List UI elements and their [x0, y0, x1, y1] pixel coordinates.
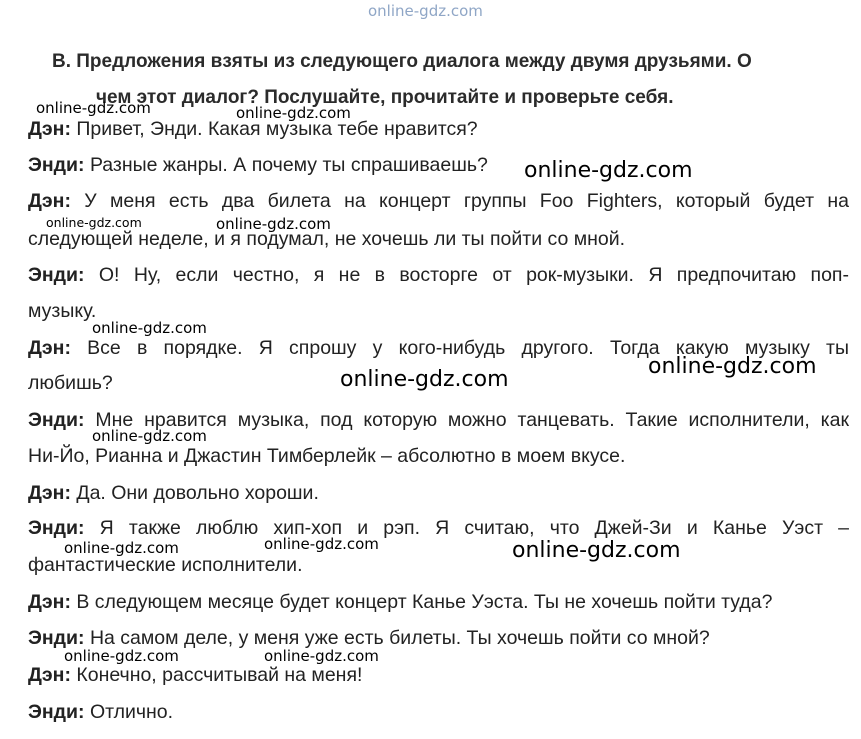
line-text: музыку.	[28, 300, 97, 322]
dialogue-line	[28, 190, 849, 212]
speaker-label: Дэн:	[28, 482, 71, 504]
speaker-label: Энди:	[28, 627, 85, 649]
line-text: Отлично.	[89, 701, 174, 723]
heading-line-2: чем этот диалог? Послушайте, прочитайте и проверьте себя.	[96, 87, 674, 108]
speaker-label: Дэн:	[28, 591, 71, 613]
dialogue-line	[28, 264, 849, 286]
watermark: online-gdz.com	[340, 367, 509, 392]
dialogue-line	[28, 118, 849, 140]
line-text: На самом деле, у меня уже есть билеты. Ты хочешь пойти со мной?	[89, 627, 710, 649]
dialogue-line-continuation	[28, 228, 849, 250]
line-text: Да. Они довольно хороши.	[76, 482, 319, 504]
watermark: online-gdz.com	[92, 427, 207, 445]
line-text: В следующем месяце будет концерт Канье Уэста. Ты не хочешь пойти туда?	[76, 591, 773, 613]
dialogue-line	[28, 482, 849, 504]
line-text: Мне нравится музыка, под которую можно танцевать. Такие исполнители, как	[95, 409, 849, 431]
watermark: online-gdz.com	[264, 647, 379, 665]
line-text: фантастические исполнители.	[28, 554, 303, 576]
speaker-label: Энди:	[28, 264, 85, 286]
watermark: online-gdz.com	[92, 319, 207, 337]
dialogue-line-continuation	[28, 554, 849, 576]
dialogue-line	[28, 154, 849, 176]
speaker-label: Энди:	[28, 517, 85, 539]
dialogue-line	[28, 517, 849, 539]
watermark: online-gdz.com	[64, 539, 179, 557]
line-text: Я также люблю хип-хоп и рэп. Я считаю, что Джей-Зи и Канье Уэст –	[99, 517, 849, 539]
speaker-label: Дэн:	[28, 118, 71, 140]
line-text: следующей неделе, и я подумал, не хочешь ли ты пойти со мной.	[28, 228, 626, 250]
watermark: online-gdz.com	[64, 647, 179, 665]
watermark: online-gdz.com	[36, 99, 151, 117]
heading-line-1: B. Предложения взяты из следующего диалога между двумя друзьями. О	[52, 51, 752, 72]
line-text: Все в порядке. Я спрошу у кого-нибудь другого. Тогда какую музыку ты	[87, 337, 849, 359]
speaker-label: Энди:	[28, 154, 85, 176]
watermark: online-gdz.com	[648, 354, 817, 379]
line-text: Привет, Энди. Какая музыка тебе нравится?	[76, 118, 478, 140]
speaker-label: Энди:	[28, 409, 85, 431]
line-text: Конечно, рассчитывай на меня!	[76, 664, 363, 686]
watermark: online-gdz.com	[512, 538, 681, 563]
speaker-label: Дэн:	[28, 664, 71, 686]
watermark: online-gdz.com	[264, 535, 379, 553]
watermark: online-gdz.com	[216, 215, 331, 233]
speaker-label: Энди:	[28, 701, 85, 723]
line-text: О! Ну, если честно, я не в восторге от рок-музыки. Я предпочитаю поп-	[98, 264, 849, 286]
watermark: online-gdz.com	[236, 104, 351, 122]
dialogue-line	[28, 664, 849, 686]
watermark-top: online-gdz.com	[368, 2, 483, 20]
exercise-heading	[52, 44, 852, 116]
watermark: online-gdz.com	[524, 158, 693, 183]
line-text: У меня есть два билета на концерт группы Foo Fighters, который будет на	[84, 190, 849, 212]
line-text: Ни-Йо, Рианна и Джастин Тимберлейк – абсолютно в моем вкусе.	[28, 445, 626, 467]
speaker-label: Дэн:	[28, 190, 71, 212]
line-text: Разные жанры. А почему ты спрашиваешь?	[89, 154, 488, 176]
dialogue-line	[28, 591, 849, 613]
dialogue-line	[28, 701, 849, 723]
watermark: online-gdz.com	[46, 215, 142, 230]
line-text: любишь?	[28, 372, 113, 394]
speaker-label: Дэн:	[28, 337, 71, 359]
dialogue-line	[28, 627, 849, 649]
dialogue-line-continuation	[28, 445, 849, 467]
